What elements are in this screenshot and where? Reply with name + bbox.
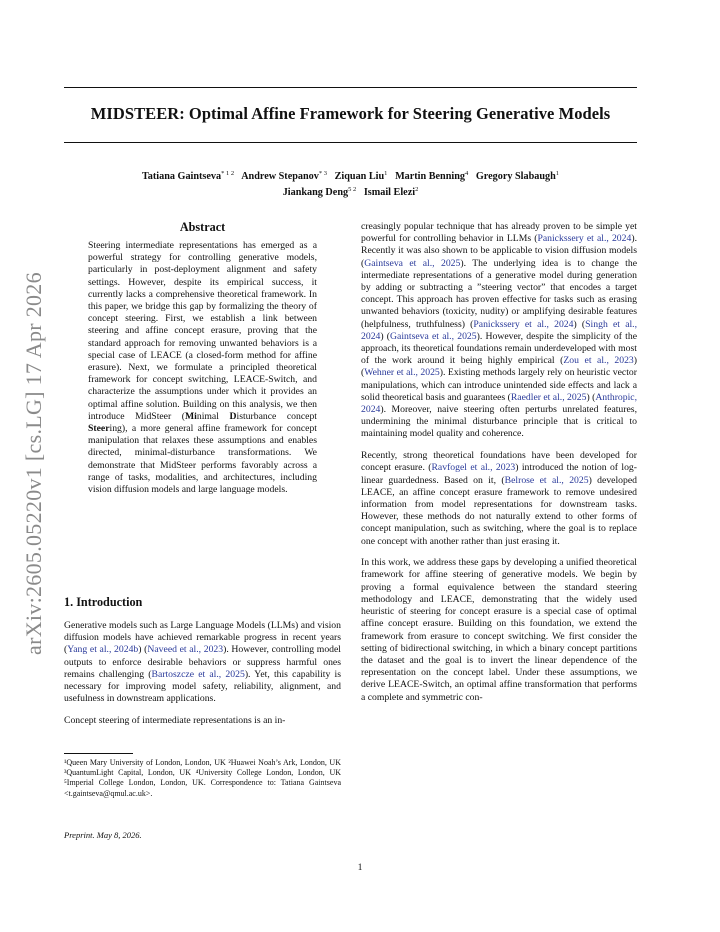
- page-number: 1: [357, 862, 363, 873]
- affiliations-footnote: ¹Queen Mary University of London, London, UK ²Huawei Noah’s Ark, London, UK ³QuantumLight Capital, London, UK ⁴University College London, London, UK ⁵Imperial College London, London, UK. Correspondence to: Tatiana Gaintseva <t.gaintseva@qmul.ac.uk>.: [64, 758, 341, 798]
- abstract-text: Steering intermediate representations has emerged as a powerful strategy for controlling generative models, particularly in post-deployment alignment and safety settings. However, despite its empirical success, it currently lacks a comprehensive theoretical framework. In this paper, we bridge this gap by formalizing the theory of concept steering. First, we establish a link between steering and affine concept erasure, proving that the standard approach for removing unwanted behaviors is a special case of LEACE (a closed-form method for affine erasure). Next, we formulate a principled theoretical framework for concept switching, LEACE-Switch, and characterize the assumptions under which it provides an optimal affine solution. Building on this analysis, we then introduce MidSteer (Minimal Disturbance concept Steering), a more general affine framework for concept manipulation that relaxes these assumptions and enables directed, minimal-disturbance transformations. We demonstrate that MidSteer performs favorably across a range of tasks, modalities, and architectures, including vision diffusion models and large language models.: [88, 240, 318, 496]
- section-heading-introduction: 1. Introduction: [64, 595, 143, 609]
- paragraph: In this work, we address these gaps by developing a unified theoretical framework for affine steering of generative models. We begin by proving a formal equivalence between the standard steering methodology and LEACE, demonstrating that the widely used heuristic of steering for concept erasure is a special case of optimal affine concept erasure. Building on this foundation, we extend the framework from erasure to concept switching. We first consider the setting of bidirectional switching, in which a binary concept partitions the dataset and the goal is to invert the linear dependence of the representation on the concept label. Under these assumptions, we derive LEACE-Switch, an optimal affine transformation that performs a complete and symmetric con-: [361, 557, 637, 703]
- citation-link[interactable]: Naveed et al., 2023: [147, 644, 224, 656]
- right-column-text: [361, 221, 637, 713]
- author: Ismail Elezi$^2$: [363, 186, 419, 198]
- citation-link[interactable]: Panickssery et al., 2024: [537, 233, 632, 245]
- introduction-text: [64, 620, 341, 738]
- citation-link[interactable]: Gaintseva et al., 2025: [364, 257, 461, 269]
- preprint-date: Preprint. May 8, 2026.: [64, 830, 142, 840]
- author: Andrew Stepanov$^{* 3}$: [241, 170, 327, 182]
- paragraph: creasingly popular technique that has already proven to be simple yet powerful for controlling behavior in LLMs (Panickssery et al., 2024). Recently it was also shown to be applicable to vision diffusion models (Gaintseva et al., 2025). The underlying idea is to change the intermediate representations of a generative model during generation by adding or subtracting a ”steering vector” that encodes a target concept. This approach has proven effective for tasks such as erasing unwanted behaviors (toxicity, nudity) or amplifying desirable features (helpfulness, truthfulness) (Panickssery et al., 2024) (Singh et al., 2024) (Gaintseva et al., 2025). However, despite the simplicity of the approach, its theoretical foundations remain underdeveloped with most of the work around it being highly empirical (Zou et al., 2023) (Wehner et al., 2025). Existing methods largely rely on heuristic vector manipulations, which can introduce unintended side effects and lack a solid theoretical basis and guarantees (Raedler et al., 2025) (Anthropic, 2024). Moreover, naive steering often perturbs unrelated features, undermining the minimal disturbance principle that is critical to maintaining model quality and coherence.: [361, 221, 638, 440]
- author: Ziquan Liu$^1$: [334, 170, 388, 182]
- citation-link[interactable]: Bartoszcze et al., 2025: [151, 668, 245, 680]
- paragraph: Generative models such as Large Language Models (LLMs) and vision diffusion models have achieved remarkable progress in recent years (Yang et al., 2024b) (Naveed et al., 2023). However, controlling model outputs to enforce desirable behaviors or suppress harmful ones remains challenging (Bartoszcze et al., 2025). Yet, this capability is necessary for improving model safety, reliability, alignment, and usefulness in downstream applications.: [64, 620, 341, 705]
- arxiv-stamp: arXiv:2605.05220v1 [cs.LG] 17 Apr 2026: [21, 272, 46, 655]
- citation-link[interactable]: Gaintseva et al., 2025: [390, 330, 477, 342]
- footnote-rule: [64, 753, 133, 754]
- abstract-heading: Abstract: [179, 220, 226, 234]
- author: Jiankang Deng$^{5 2}$: [282, 186, 357, 198]
- title-bottom-rule: [64, 142, 637, 143]
- author: Gregory Slabaugh$^1$: [475, 170, 560, 182]
- citation-link[interactable]: Wehner et al., 2025: [364, 367, 440, 379]
- author: Martin Benning$^4$: [395, 170, 469, 182]
- citation-link[interactable]: Anthropic, 2024: [361, 391, 638, 416]
- author-list: [64, 167, 637, 199]
- citation-link[interactable]: Ravfogel et al., 2023: [431, 462, 516, 474]
- citation-link[interactable]: Zou et al., 2023: [563, 355, 634, 367]
- citation-link[interactable]: Raedler et al., 2025: [510, 391, 587, 403]
- citation-link[interactable]: Yang et al., 2024b: [67, 644, 139, 656]
- citation-link[interactable]: Singh et al., 2024: [361, 318, 638, 342]
- author-line-1: [64, 167, 637, 183]
- author: Tatiana Gaintseva$^{* 1 2}$: [141, 170, 235, 182]
- paragraph: Concept steering of intermediate representations is an in-: [64, 715, 286, 727]
- citation-link[interactable]: Panickssery et al., 2024: [473, 318, 574, 330]
- citation-link[interactable]: Belrose et al., 2025: [504, 474, 589, 486]
- paper-title: MIDSTEER: Optimal Affine Framework for Steering Generative Models: [90, 104, 611, 123]
- author-line-2: [64, 183, 637, 199]
- top-rule: [64, 87, 637, 88]
- paragraph: Recently, strong theoretical foundations have been developed for concept erasure. (Ravfogel et al., 2023) introduced the notion of log-linear guardedness. Based on it, (Belrose et al., 2025) developed LEACE, an affine concept erasure framework to remove undesired information from model representations for downstream tasks. However, these methods do not naturally extend to other forms of concept manipulation, such as switching, where the goal is to replace one concept with another rather than just erasing it.: [361, 450, 637, 547]
